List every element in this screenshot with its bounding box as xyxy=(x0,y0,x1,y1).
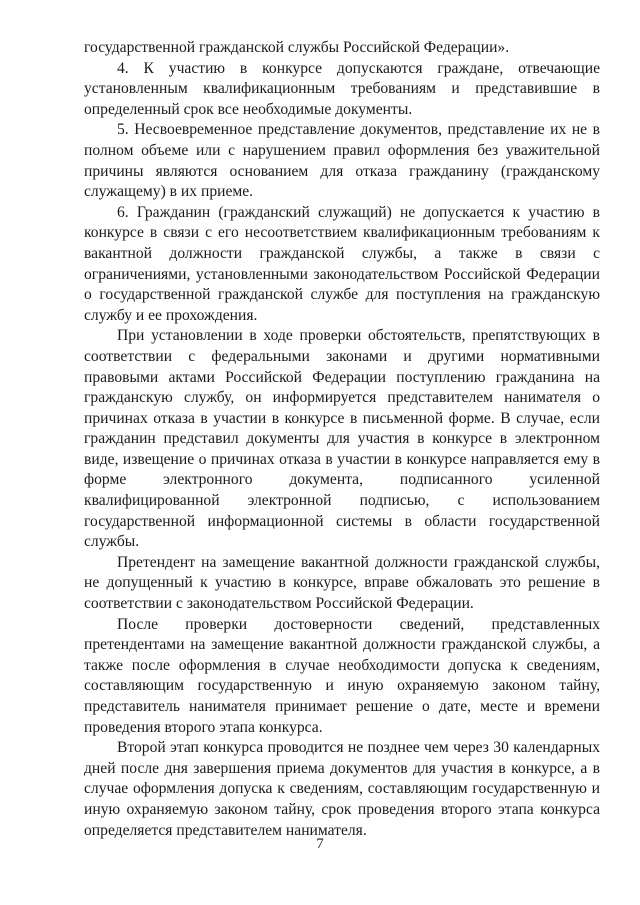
paragraph-continuation: государственной гражданской службы Российской Федерации». xyxy=(84,39,510,56)
paragraph-item-5: 5. Несвоевременное представление документов, представление их не в полном объеме или с нарушением правил оформления без уважительной причины являются основанием для отказа гражданину (гражданскому служащему) в их приеме. xyxy=(84,121,600,201)
document-body xyxy=(84,38,600,841)
paragraph-item-4: 4. К участию в конкурсе допускаются граждане, отвечающие установленным квалификационным требованиям и представившие в определенный срок все необходимые документы. xyxy=(84,59,600,118)
paragraph-appeal: Претендент на замещение вакантной должности гражданской службы, не допущенный к участию в конкурсе, вправе обжаловать это решение в соответствии с законодательством Российской Федерации. xyxy=(84,553,600,613)
paragraph-second-stage: Второй этап конкурса проводится не позднее чем через 30 календарных дней после дня завершения приема документов для участия в конкурсе, а в случае оформления допуска к сведениям, составляющим государственную и иную охраняемую законом тайну, срок проведения второго этапа конкурса определяется представителем нанимателя. xyxy=(84,739,600,839)
paragraph-verification: После проверки достоверности сведений, представленных претендентами на замещение вакантной должности гражданской службы, а также после оформления в случае необходимости допуска к сведениям, составляющим государственную и иную охраняемую законом тайну, представитель нанимателя принимает решение о дате, месте и времени проведения второго этапа конкурса. xyxy=(84,615,600,736)
page-number: 7 xyxy=(316,836,324,852)
paragraph-refusal-notice: При установлении в ходе проверки обстоятельств, препятствующих в соответствии с федеральными законами и другими нормативными правовыми актами Российской Федерации поступлению гражданина на гражданскую службу, он информируется представителем нанимателя о причинах отказа в участии в конкурсе в письменной форме. В случае, если гражданин представил документы для участия в конкурсе в электронном виде, извещение о причинах отказа в участии в конкурсе направляется ему в форме электронного документа, подписанного усиленной квалифицированной электронной подписью, с использованием государственной информационной системы в области государственной службы. xyxy=(84,327,600,551)
paragraph-item-6: 6. Гражданин (гражданский служащий) не допускается к участию в конкурсе в связи с его несоответствием квалификационным требованиям к вакантной должности гражданской службы, а также в связи с ограничениями, установленными законодательством Российской Федерации о государственной гражданской службе для поступления на гражданскую службу и ее прохождения. xyxy=(84,203,600,324)
